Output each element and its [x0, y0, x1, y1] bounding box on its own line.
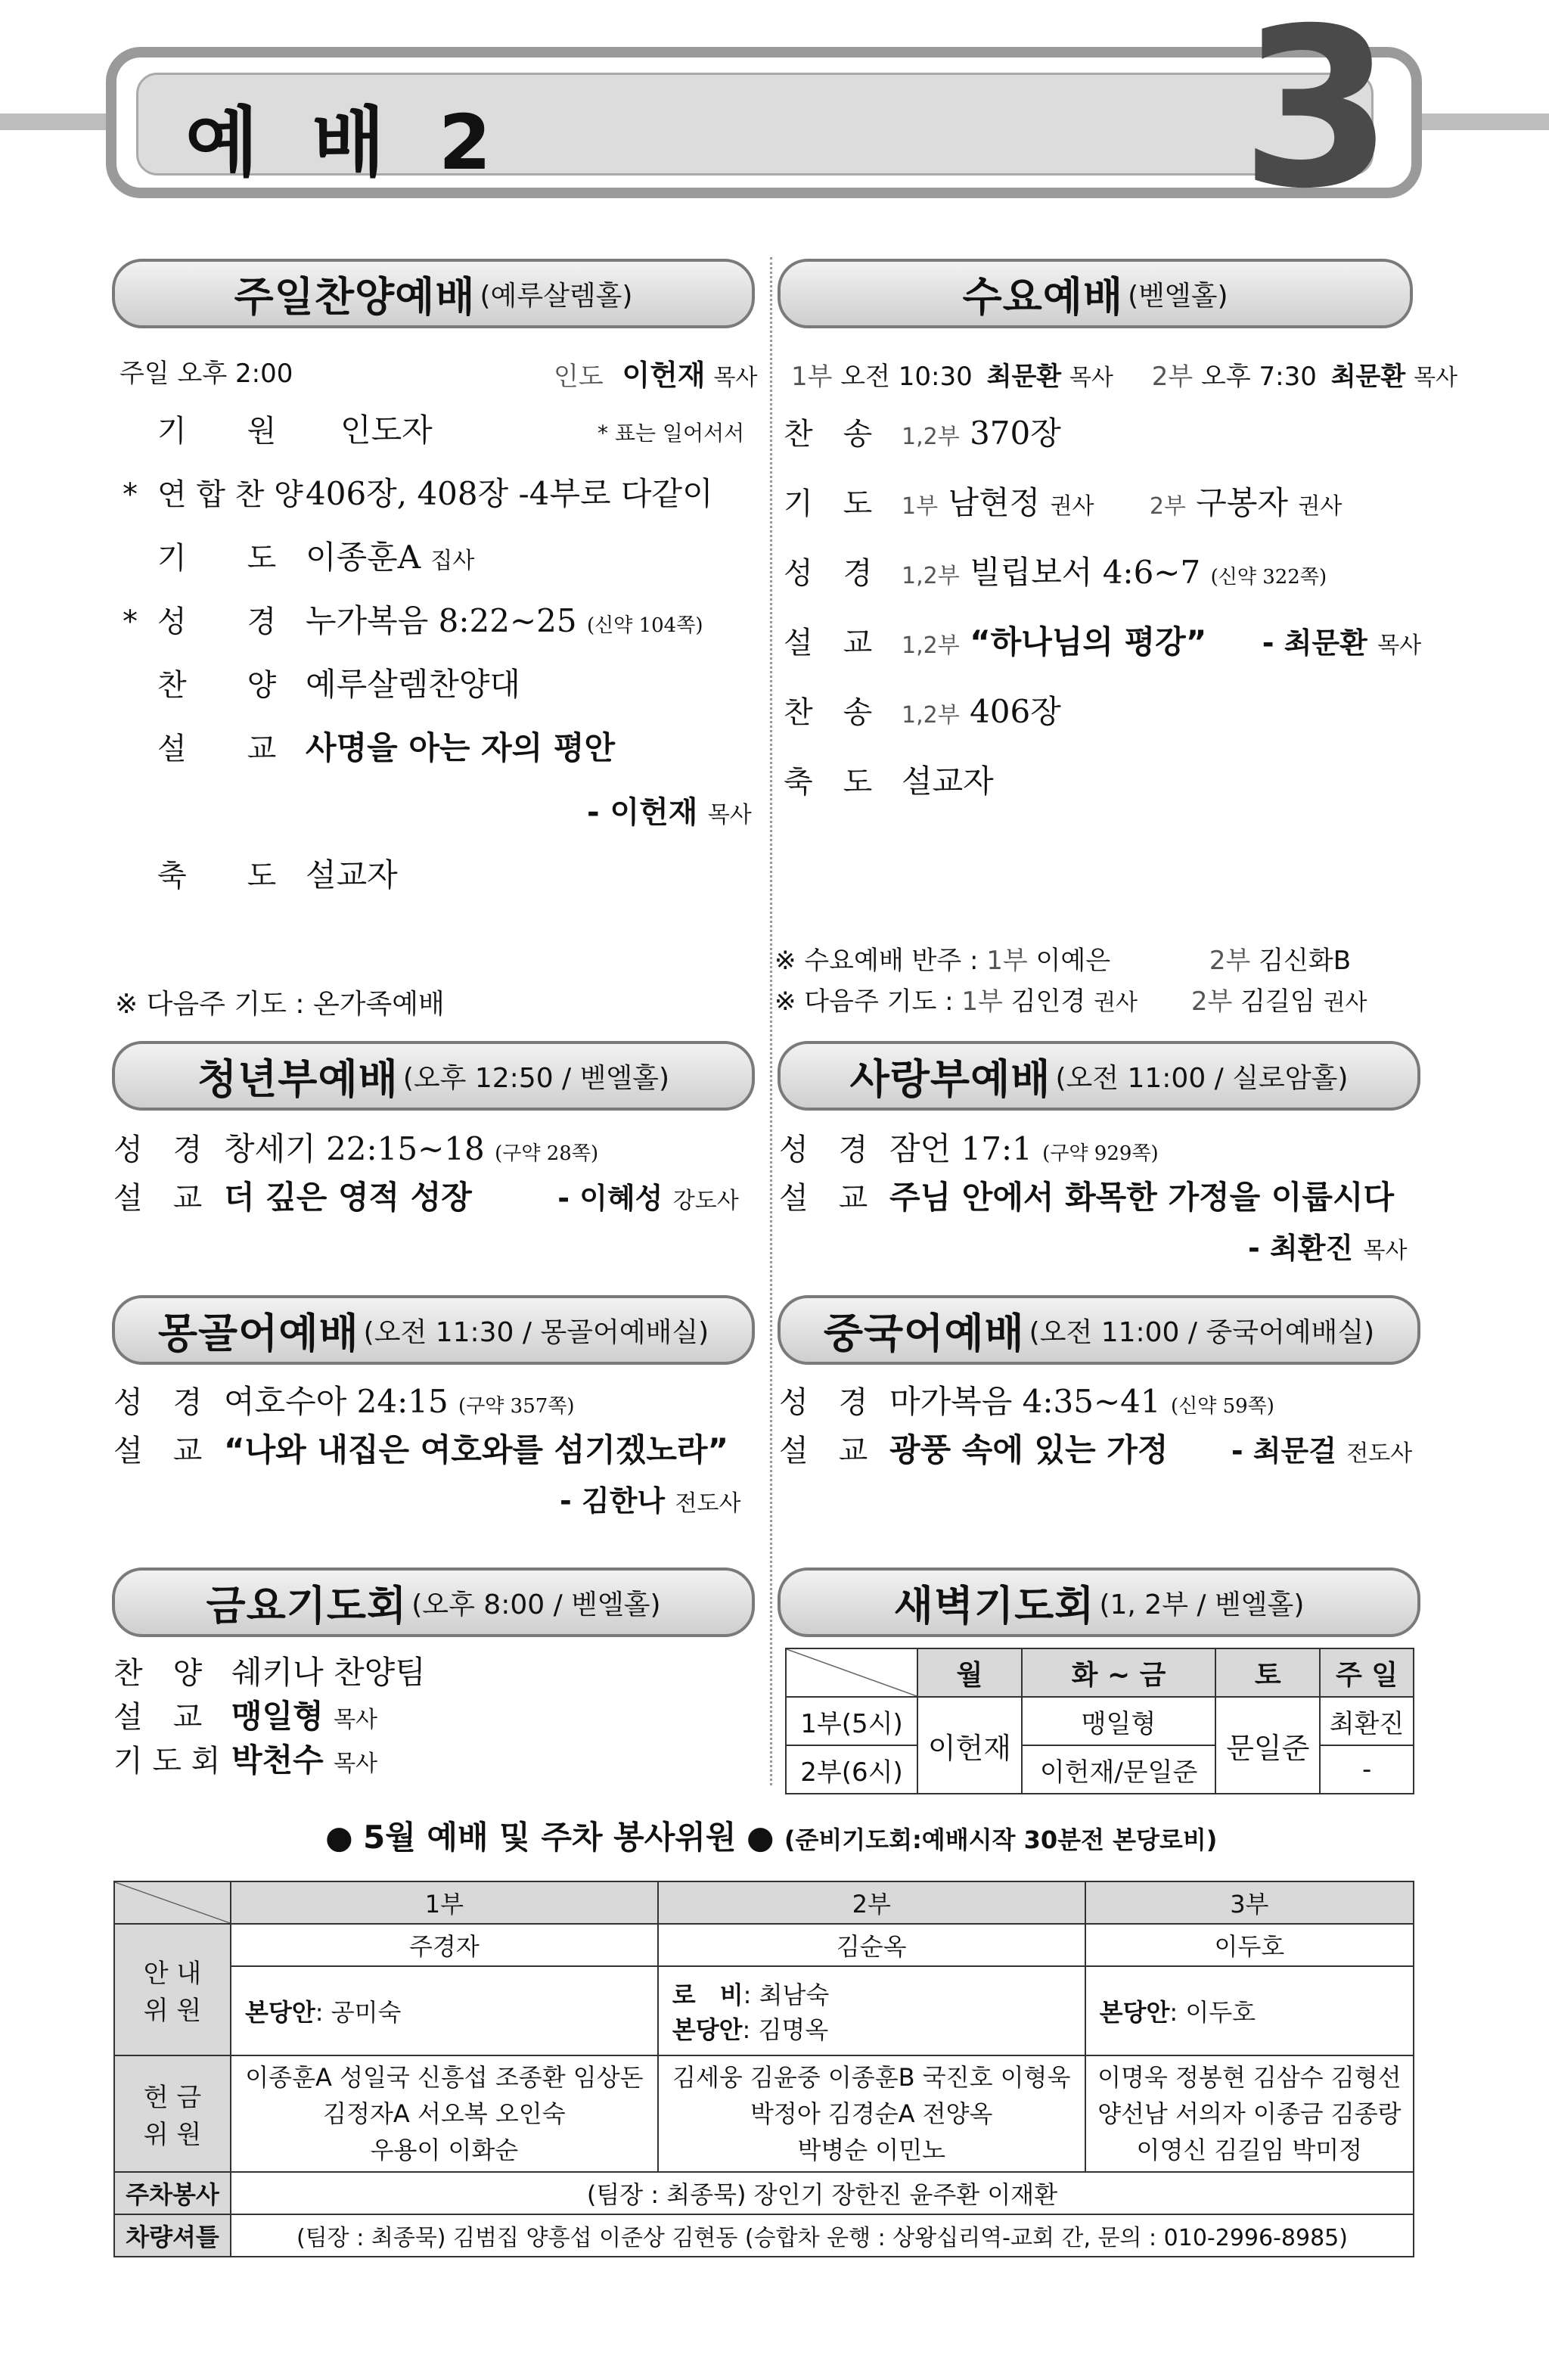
sunday-next-prayer: ※ 다음주 기도 : 온가족예배 — [115, 989, 445, 1020]
friday-section-header: 금요기도회 (오후 8:00 / 벧엘홀) — [112, 1568, 755, 1637]
sunday-time: 주일 오후 2:00 — [120, 359, 293, 389]
friday-sermon: 설 교 맹일형 목사 — [113, 1698, 378, 1735]
friday-prayer: 기 도 회 박천수 목사 — [113, 1742, 378, 1779]
mongol-sermon: 설 교 “나와 내집은 여호와를 섬기겠노라” — [113, 1431, 729, 1468]
sunday-section-header — [112, 259, 755, 328]
mongol-section-header: 몽골어예배 (오전 11:30 / 몽골어예배실) — [112, 1295, 755, 1365]
sunday-item: 기 원 인도자 — [157, 412, 433, 449]
wednesday-item: 찬 송 1,2부 370장 — [784, 415, 1061, 452]
wednesday-section-header: 수요예배 (벧엘홀) — [778, 259, 1413, 328]
friday-praise: 찬 양 쉐키나 찬양팀 — [113, 1654, 426, 1691]
wednesday-item: 축 도 설교자 — [784, 763, 994, 800]
love-by: - 최환진 목사 — [1248, 1232, 1408, 1265]
wednesday-times: 1부 오전 10:30 최문환 목사 2부 오후 7:30 최문환 목사 — [791, 362, 1458, 392]
sunday-preacher: - 이헌재 목사 — [587, 795, 752, 830]
dawn-section-header: 새벽기도회 (1, 2부 / 벧엘홀) — [778, 1568, 1420, 1637]
volunteers-heading: ● 5월 예배 및 주차 봉사위원 ● (준비기도회:예배시작 30분전 본당로비) — [325, 1819, 1218, 1856]
mongol-by: - 김한나 전도사 — [560, 1484, 741, 1518]
youth-sermon: 설 교 더 깊은 영적 성장 - 이혜성 강도사 — [113, 1179, 739, 1216]
love-sermon: 설 교 주님 안에서 화목한 가정을 이룹시다 — [779, 1179, 1395, 1216]
sunday-item: 설 교 사명을 아는 자의 평안 — [157, 729, 616, 766]
chinese-scripture: 성 경 마가복음 4:35~41 (신약 59쪽) — [779, 1383, 1274, 1420]
wednesday-next-prayer: ※ 다음주 기도 : 1부 김인경 권사 2부 김길임 권사 — [774, 986, 1367, 1017]
stand-note: * 표는 일어서서 — [598, 421, 745, 446]
sunday-item: 찬 양 예루살렘찬양대 — [157, 666, 521, 703]
wednesday-accompanist: ※ 수요예배 반주 : 1부 이예은 2부 김신화B — [774, 946, 1352, 976]
sunday-leader-line: 인도 이헌재 목사 — [554, 359, 758, 392]
sunday-item: * 연 합 찬 양406장, 408장 -4부로 다같이 — [123, 475, 713, 512]
wednesday-item: 찬 송 1,2부 406장 — [784, 693, 1061, 730]
sunday-item: 기 도 이종훈A 집사 — [157, 539, 475, 576]
chinese-section-header: 중국어예배 (오전 11:00 / 중국어예배실) — [778, 1295, 1420, 1365]
youth-section-header: 청년부예배 (오후 12:50 / 벧엘홀) — [112, 1041, 755, 1111]
page-title: 예 배 2 — [185, 98, 505, 187]
sunday-benediction: 축 도 설교자 — [157, 856, 398, 893]
corner-cell — [786, 1648, 917, 1697]
sunday-title: 주일찬양예배 — [234, 272, 476, 321]
wednesday-item: 성 경 1,2부 빌립보서 4:6~7 (신약 322쪽) — [784, 554, 1327, 591]
page-number: 3 — [1240, 0, 1393, 237]
dawn-schedule-table: 월 화 ~ 금 토 주 일 1부(5시) 이헌재 맹일형 문일준 최환진 2부(6시) 이헌재/문일준 - — [785, 1648, 1414, 1794]
youth-scripture: 성 경 창세기 22:15~18 (구약 28쪽) — [113, 1130, 599, 1167]
love-scripture: 성 경 잠언 17:1 (구약 929쪽) — [779, 1130, 1159, 1167]
sunday-venue: (예루살렘홀) — [480, 280, 633, 312]
chinese-sermon: 설 교 광풍 속에 있는 가정 - 최문걸 전도사 — [779, 1431, 1413, 1468]
volunteers-table: 1부 2부 3부 안 내 위 원 주경자 김순옥 이두호 본당안: 공미숙 로 비: 최남숙 본당안: 김명옥 본당안: 이두호 헌 금 위 원 이종훈A 성일국 신흥섭 조종환 임상돈 김정자A 서오복 오인숙 우용이 이화순 김세웅 김윤중 이종훈B 국진호 이형욱 박정아 김경순A 전양옥 박병순 이민노 이명욱 정봉현 김삼수 김형선 양선남 서의자 이종금 김종랑 이영신 김길임 박미정 주차봉사 (팀장 : 최종묵) 장인기 장한진 윤주환 이재환 차량셔틀 (팀장 : 최종묵) 김범집 양흥섭 이준상 김현동 (승합차 운행 : 상왕십리역-교회 간, 문의 : 010-2996-8985) — [113, 1881, 1414, 2257]
love-section-header: 사랑부예배 (오전 11:00 / 실로암홀) — [778, 1041, 1420, 1111]
mongol-scripture: 성 경 여호수아 24:15 (구약 357쪽) — [113, 1383, 575, 1420]
column-divider — [770, 257, 772, 1785]
wednesday-item: 기 도 1부 남현정 권사 2부 구봉자 권사 — [784, 484, 1343, 521]
sunday-item: * 성 경 누가복음 8:22~25 (신약 104쪽) — [123, 602, 703, 639]
wednesday-item: 설 교 1,2부 “하나님의 평강” - 최문환 목사 — [784, 623, 1422, 660]
